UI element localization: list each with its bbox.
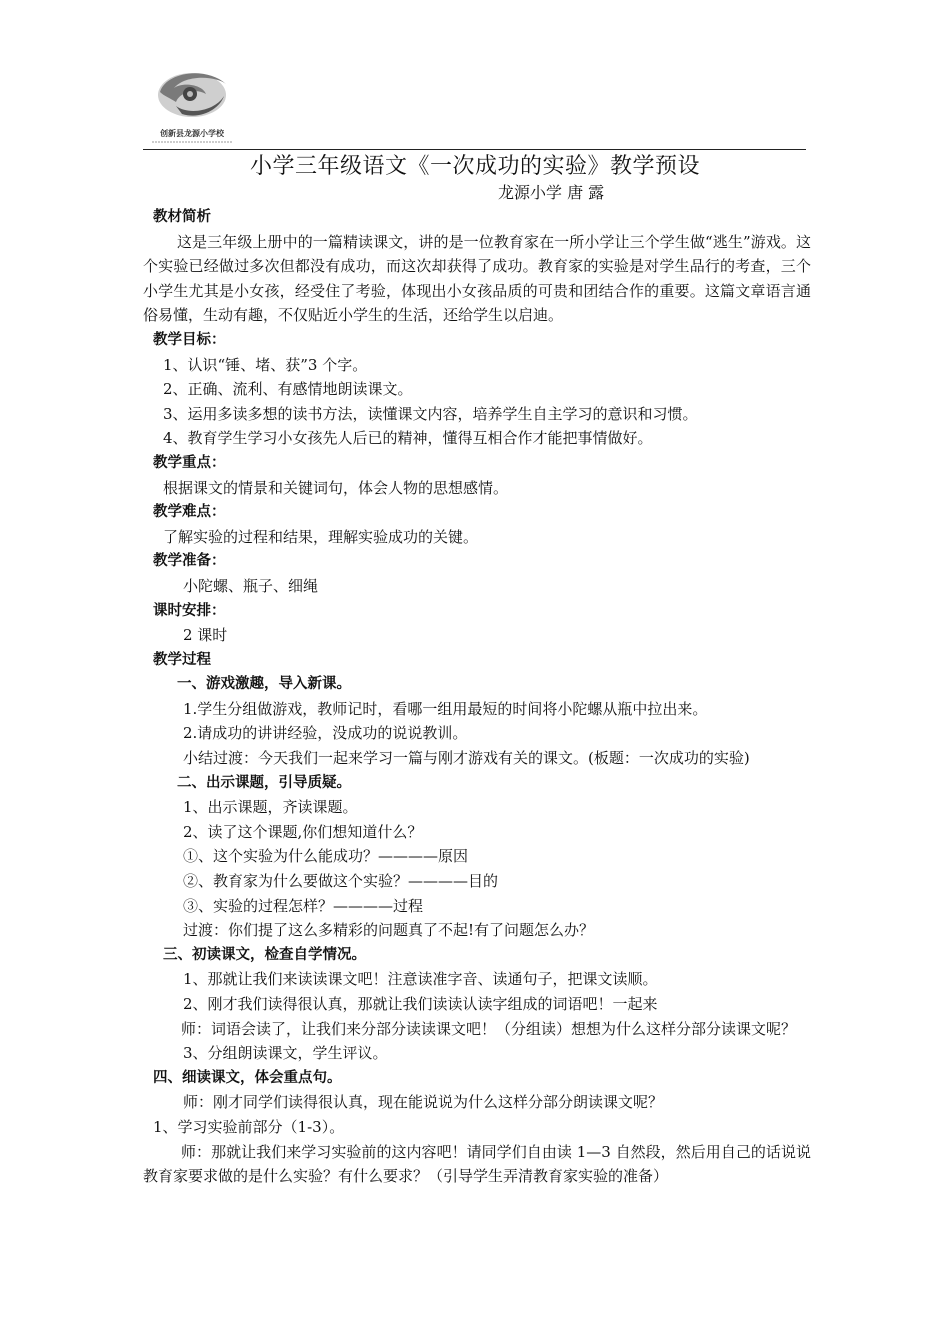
list-item: 3、运用多读多想的读书方法，读懂课文内容，培养学生自主学习的意识和习惯。 bbox=[163, 404, 698, 423]
logo-caption: 创新县龙源小学校 bbox=[160, 129, 224, 138]
paragraph: 小陀螺、瓶子、细绳 bbox=[183, 576, 319, 595]
school-logo-icon bbox=[146, 62, 238, 146]
paragraph: 师：刚才同学们读得很认真，现在能说说为什么这样分部分朗读课文呢？ bbox=[183, 1093, 664, 1112]
paragraph: 2 课时 bbox=[183, 626, 228, 645]
paragraph: 师：那就让我们来学习实验前的这内容吧！请同学们自由读 1—3 自然段，然后用自己的话说说教育家要求做的是什么实验？有什么要求？（引导学生弄清教育家实验的准备） bbox=[143, 1142, 811, 1186]
list-item: ③、实验的过程怎样？————过程 bbox=[183, 896, 424, 915]
list-item: ①、这个实验为什么能成功？————原因 bbox=[183, 847, 469, 866]
list-item: 过渡：你们提了这么多精彩的问题真了不起!有了问题怎么办？ bbox=[183, 921, 595, 940]
subsection-heading: 一、游戏激趣，导入新课。 bbox=[177, 676, 351, 693]
school-logo bbox=[146, 62, 238, 146]
section-heading: 教学难点： bbox=[153, 504, 226, 521]
list-item: 3、分组朗读课文，学生评议。 bbox=[183, 1044, 388, 1063]
section-heading: 教学重点： bbox=[153, 454, 226, 471]
list-item: 1、学习实验前部分（1-3）。 bbox=[153, 1117, 345, 1136]
paragraph: 根据课文的情景和关键词句，体会人物的思想感情。 bbox=[163, 478, 509, 497]
list-item: 1、那就让我们来读读课文吧！注意读准字音、读通句子，把课文读顺。 bbox=[183, 970, 658, 989]
list-item: 4、教育学生学习小女孩先人后已的精神，懂得互相合作才能把事情做好。 bbox=[163, 429, 653, 448]
paragraph: 了解实验的过程和结果，理解实验成功的关键。 bbox=[163, 527, 479, 546]
list-item: 2.请成功的讲讲经验，没成功的说说教训。 bbox=[183, 724, 468, 743]
list-item: 2、读了这个课题,你们想知道什么？ bbox=[183, 822, 423, 841]
subsection-heading: 二、出示课题，引导质疑。 bbox=[177, 774, 351, 791]
paragraph: 师：词语会读了，让我们来分部分读读课文吧！（分组读）想想为什么这样分部分读课文呢？ bbox=[181, 1019, 797, 1038]
paragraph: 这是三年级上册中的一篇精读课文，讲的是一位教育家在一所小学让三个学生做“逃生”游戏。这个实验已经做过多次但都没有成功，而这次却获得了成功。教育家的实验是对学生品行的考查，三个小学生尤其是小女孩，经受住了考验，体现出小女孩品质的可贵和团结合作的重要。这篇文章语言通俗易懂，生动有趣，不仅贴近小学生的生活，还给学生以启迪。 bbox=[143, 232, 811, 325]
section-heading: 教学过程 bbox=[153, 651, 211, 668]
list-item: 1、认识“锤、堵、获”3 个字。 bbox=[163, 355, 368, 374]
list-item: 1、出示课题，齐读课题。 bbox=[183, 798, 358, 817]
subsection-heading: 三、初读课文，检查自学情况。 bbox=[163, 946, 366, 963]
header-rule bbox=[143, 149, 806, 150]
list-item: 小结过渡：今天我们一起来学习一篇与刚才游戏有关的课文。(板题：一次成功的实验) bbox=[183, 749, 750, 768]
document-author: 龙源小学 唐 露 bbox=[498, 183, 605, 202]
list-item: 2、正确、流利、有感情地朗读课文。 bbox=[163, 380, 413, 399]
section-heading: 教学目标： bbox=[153, 331, 226, 348]
list-item: 2、刚才我们读得很认真，那就让我们读读认读字组成的词语吧！一起来 bbox=[183, 995, 658, 1013]
list-item: 1.学生分组做游戏，教师记时，看哪一组用最短的时间将小陀螺从瓶中拉出来。 bbox=[183, 699, 708, 718]
section-heading: 教学准备： bbox=[153, 553, 226, 570]
section-heading: 课时安排： bbox=[153, 602, 226, 619]
section-heading: 教材简析 bbox=[153, 209, 211, 225]
document-body bbox=[143, 205, 811, 1189]
document-title: 小学三年级语文《一次成功的实验》教学预设 bbox=[249, 154, 700, 179]
subsection-heading: 四、细读课文，体会重点句。 bbox=[153, 1069, 342, 1086]
list-item: ②、教育家为什么要做这个实验？————目的 bbox=[183, 872, 499, 891]
